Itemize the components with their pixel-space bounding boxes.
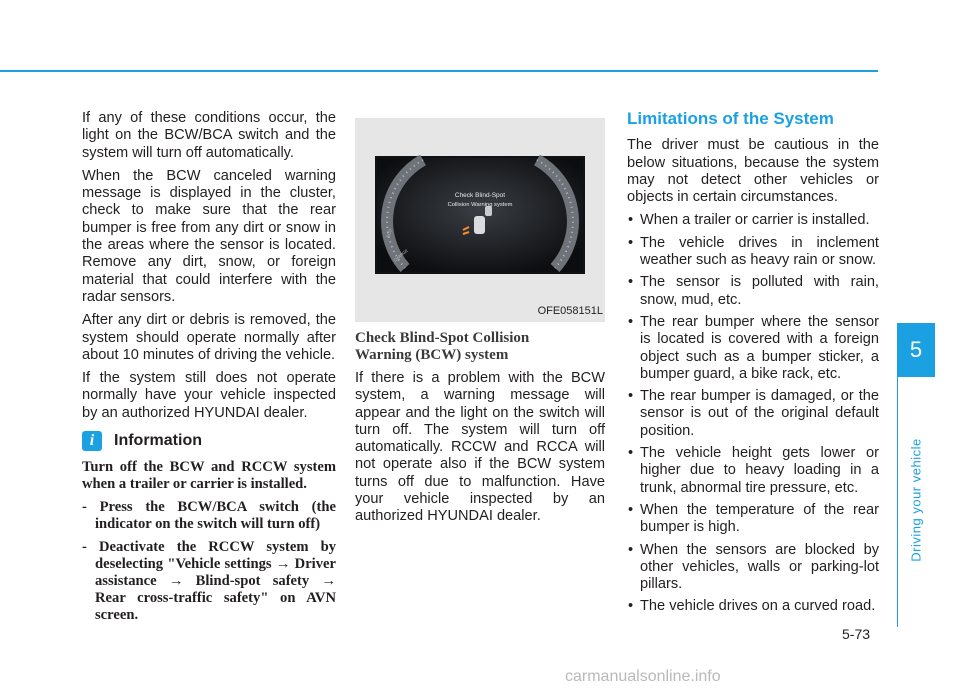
list-item: • When the temperature of the rear bumper is high. [627,502,879,537]
paragraph: After any dirt or debris is removed, the system should operate normally after about 10 minutes of driving the vehicle. [82,312,336,363]
column-2 [355,114,605,532]
paragraph: The driver must be cautious in the below situations, because the system may not detect other vehicles or objects in certain circumstances. [627,137,879,206]
top-rule [0,70,878,72]
paragraph: If any of these conditions occur, the light on the BCW/BCA switch and the system will turn off automatically. [82,110,336,161]
information-item: - Deactivate the RCCW system by deselecting "Vehicle settings → Driver assistance → Blind-spot safety → Rear cross-traffic safety" on AVN screen. [82,539,336,624]
figure-code: OFE058151L [537,304,603,317]
list-item: • When the sensors are blocked by other vehicles, walls or parking-lot pillars. [627,542,879,594]
cluster-message-line: Check Blind-Spot [454,192,506,199]
chapter-rule [897,377,898,627]
list-item: • The rear bumper is damaged, or the sensor is out of the original default position. [627,388,879,440]
gauge-label: CHARGE [392,247,409,263]
column-1 [82,110,336,630]
list-item: • The vehicle height gets lower or higher due to heavy loading in a trunk, abnormal tire pressure, etc. [627,445,879,497]
list-item: • The sensor is polluted with rain, snow, mud, etc. [627,274,879,309]
paragraph: When the BCW canceled warning message is displayed in the cluster, check to make sure that the rear bumper is free from any dirt or snow in the areas where the sensor is located. Remove any dirt, snow, or foreign material that could interfere with the radar sensors. [82,167,336,305]
list-item: • The vehicle drives on a curved road. [627,598,879,615]
information-title: Information [114,432,202,450]
column-3 [627,110,879,621]
list-item: • The rear bumper where the sensor is located is covered with a foreign object such as a bumper sticker, a bumper guard, a bike rack, etc. [627,314,879,383]
information-icon: i [82,431,102,451]
cluster-figure [355,118,605,322]
paragraph: If there is a problem with the BCW system, a warning message will appear and the light on the switch will turn off. The system will turn off automatically. RCCW and RCCA will not operate also if the BCW system turns off due to malfunction. Have your vehicle inspected by an authorized HYUNDAI dealer. [355,370,605,525]
instrument-cluster-image [355,118,605,322]
page-number: 5-73 [842,626,871,642]
list-item: • When a trailer or carrier is installed. [627,212,879,229]
list-item: • The vehicle drives in inclement weather such as heavy rain or snow. [627,235,879,270]
chapter-tab: 5 [897,323,935,377]
information-heading [82,431,336,451]
information-lead: Turn off the BCW and RCCW system when a trailer or carrier is installed. [82,459,336,493]
gauge-label: ECO [385,228,393,239]
limitations-list [627,212,879,615]
paragraph: If the system still does not operate normally have your vehicle inspected by an authorized HYUNDAI dealer. [82,370,336,421]
information-item: - Press the BCW/BCA switch (the indicator on the switch will turn off) [82,499,336,533]
section-title: Limitations of the System [627,109,834,128]
section-heading-line: Check Blind-Spot Collision [355,330,530,346]
car-icon [474,216,485,234]
chapter-title: Driving your vehicle [908,438,924,562]
cluster-message-line: Collision Warning system [447,202,513,208]
section-heading-line: Warning (BCW) system [355,347,509,363]
watermark: carmanualsonline.info [565,668,721,685]
section-heading [355,330,605,364]
